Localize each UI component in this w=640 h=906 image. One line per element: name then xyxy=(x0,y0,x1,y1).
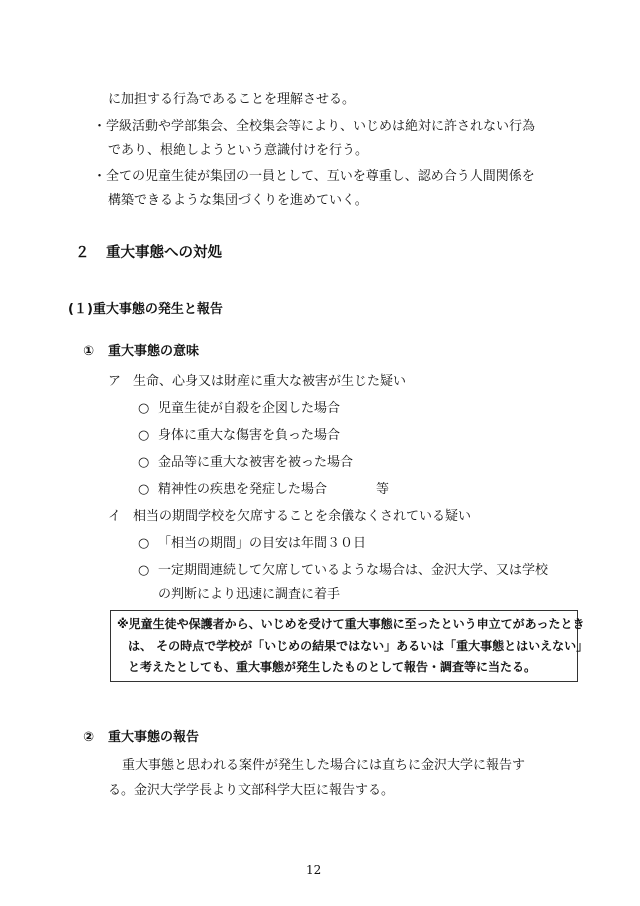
item-title: 重大事態の意味 xyxy=(108,344,200,359)
list-item-text: 身体に重大な傷害を負った場合 xyxy=(158,428,341,443)
circle-bullet: ○ xyxy=(138,563,150,578)
circle-bullet: ○ xyxy=(138,536,150,551)
bullet-item: ・学級活動や学部集会、全校集会等により、いじめは絶対に許されない行為 xyxy=(93,119,536,134)
note-line: と考えたとしても、重大事態が発生したものとして報告・調査等に当たる。 xyxy=(128,660,537,674)
etc-label: 等 xyxy=(376,482,390,497)
list-item-text: 児童生徒が自殺を企図した場合 xyxy=(158,401,341,416)
section-number: ２ xyxy=(75,245,90,261)
list-item-text: 相当の期間学校を欠席することを余儀なくされている疑い xyxy=(133,509,472,524)
text-line: であり、根絶しようという意識付けを行う。 xyxy=(108,143,369,158)
circle-bullet: ○ xyxy=(138,401,150,416)
note-box xyxy=(110,610,589,682)
list-item-text: 精神性の疾患を発症した場合 xyxy=(158,482,328,497)
circle-bullet: ○ xyxy=(138,455,150,470)
page-number: 12 xyxy=(306,863,322,877)
list-item-text: 一定期間連続して欠席しているような場合は、金沢大学、又は学校 xyxy=(158,563,549,578)
paragraph-line: 重大事態と思われる案件が発生した場合には直ちに金沢大学に報告す xyxy=(122,758,526,773)
circle-bullet: ○ xyxy=(138,428,150,443)
list-item-text: 「相当の期間」の目安は年間３０日 xyxy=(158,536,367,551)
item-number: ① xyxy=(83,344,95,359)
circle-bullet: ○ xyxy=(138,482,150,497)
note-line: ※児童生徒や保護者から、いじめを受けて重大事態に至ったという申立てがあったとき xyxy=(117,617,585,631)
note-line: は、 その時点で学校が「いじめの結果ではない」あるいは「重大事態とはいえない」 xyxy=(128,639,589,653)
subsection-title: (１)重大事態の発生と報告 xyxy=(68,302,223,317)
bullet-item: ・全ての児童生徒が集団の一員として、互いを尊重し、認め合う人間関係を xyxy=(93,169,535,184)
text-line: 構築できるような集団づくりを進めていく。 xyxy=(108,193,368,208)
list-item-text: 生命、心身又は財産に重大な被害が生じた疑い xyxy=(133,374,407,389)
item-title: 重大事態の報告 xyxy=(108,730,200,745)
list-marker: イ xyxy=(108,509,122,524)
list-item-text: の判断により迅速に調査に着手 xyxy=(158,587,341,602)
list-marker: ア xyxy=(108,374,122,389)
item-number: ② xyxy=(83,730,95,745)
section-title: 重大事態への対処 xyxy=(106,245,222,261)
list-item-text: 金品等に重大な被害を被った場合 xyxy=(158,455,354,470)
paragraph-line: る。金沢大学学長より文部科学大臣に報告する。 xyxy=(108,783,395,798)
text-line: に加担する行為であることを理解させる。 xyxy=(108,92,356,107)
